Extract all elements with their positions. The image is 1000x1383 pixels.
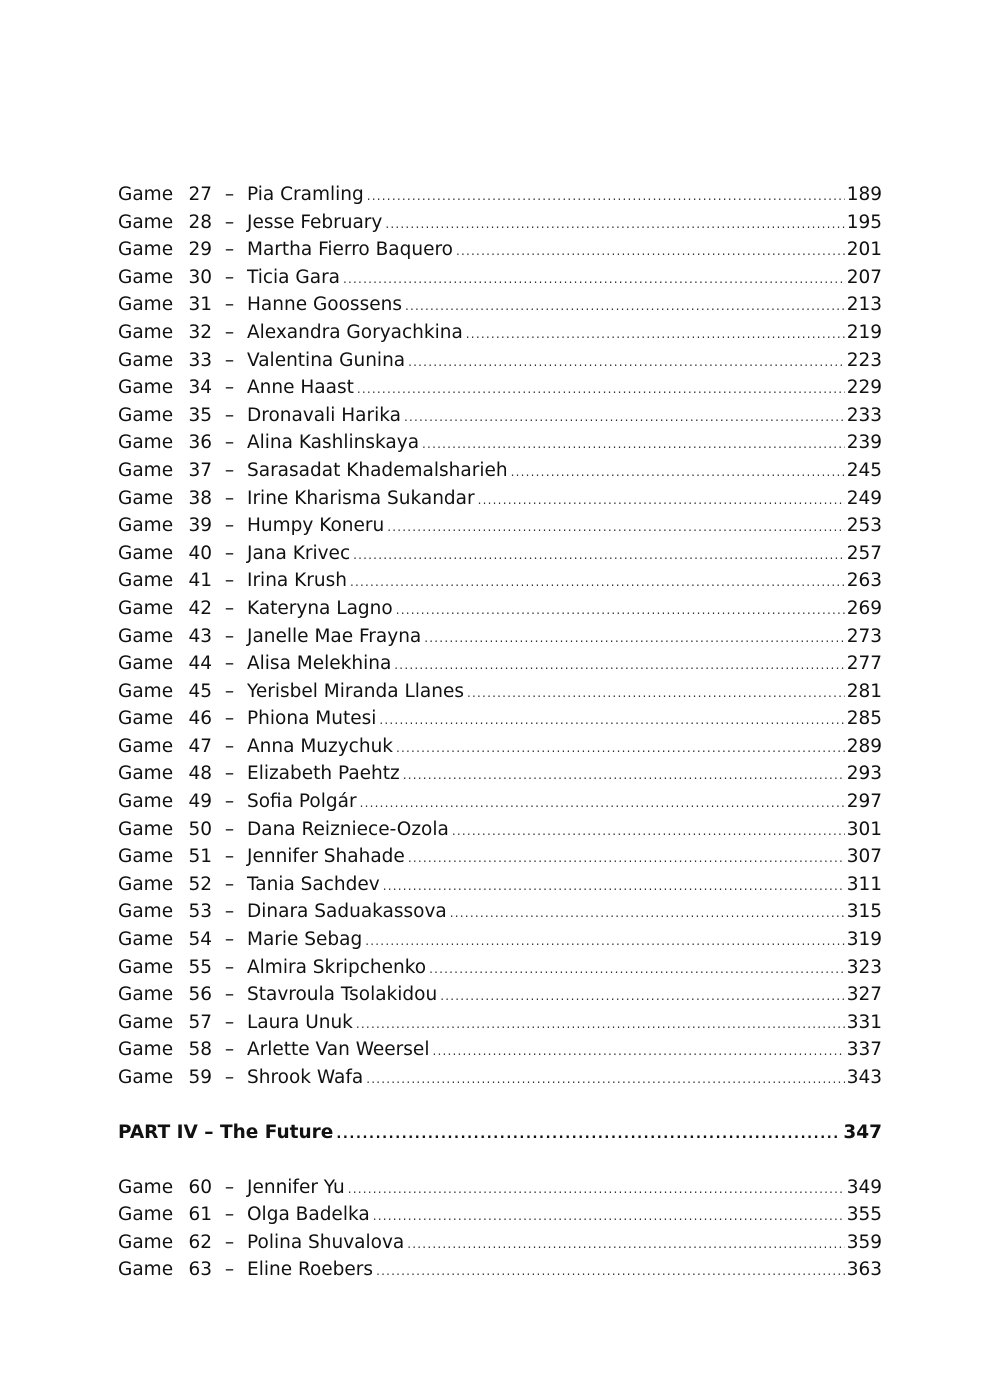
player-name: Alexandra Goryachkina [247,321,463,343]
toc-entry[interactable] [118,843,882,871]
player-name: Dronavali Harika [247,404,401,426]
dot-leader [408,845,845,873]
toc-entry[interactable] [118,291,882,319]
game-number: 33 [188,349,212,371]
page-number: 213 [846,294,882,316]
game-label: Game [118,377,174,399]
page-number: 219 [846,321,882,343]
page-number: 201 [846,239,882,261]
page-number: 229 [846,377,882,399]
dot-leader [478,487,845,515]
entry-dash: – [224,708,235,730]
entry-dash: – [224,1039,235,1061]
entry-dash: – [224,680,235,702]
player-name: Jesse February [247,211,383,233]
player-name: Ticia Gara [247,266,341,288]
page-number: 349 [846,1176,882,1198]
page-number: 359 [846,1231,882,1253]
entry-dash: – [224,239,235,261]
player-name: Hanne Goossens [247,294,402,316]
dot-leader [379,707,844,735]
page-number: 323 [846,956,882,978]
toc-entry[interactable] [118,898,882,926]
entry-dash: – [224,184,235,205]
toc-entry[interactable] [118,981,882,1009]
entry-dash: – [224,625,235,647]
toc-entry[interactable] [118,512,882,540]
part-page-number: 347 [843,1121,882,1143]
game-number: 61 [188,1204,212,1226]
player-name: Elizabeth Paehtz [247,763,400,785]
page-number: 327 [846,984,882,1006]
dot-leader [456,238,845,266]
toc-entry[interactable] [118,1201,882,1229]
dot-leader [353,542,845,570]
toc-entry[interactable] [118,1036,882,1064]
page-number: 307 [846,846,882,868]
game-number: 60 [188,1176,212,1198]
game-number: 50 [188,818,212,840]
player-name: Dinara Saduakassova [247,901,447,923]
player-name: Phiona Mutesi [247,708,377,730]
entry-dash: – [224,791,235,813]
game-label: Game [118,266,174,288]
game-list-part-3 [118,181,882,1092]
toc-entry[interactable] [118,1229,882,1257]
player-name: Martha Fierro Baquero [247,239,453,261]
game-label: Game [118,818,174,840]
game-number: 37 [188,459,212,481]
page-number: 223 [846,349,882,371]
player-name: Humpy Koneru [247,515,385,537]
page-number: 297 [846,791,882,813]
game-label: Game [118,1039,174,1061]
player-name: Almira Skripchenko [247,956,427,978]
dot-leader [450,900,845,928]
game-label: Game [118,349,174,371]
game-label: Game [118,901,174,923]
game-number: 36 [188,432,212,454]
toc-entry[interactable] [118,264,882,292]
game-label: Game [118,432,174,454]
entry-dash: – [224,294,235,316]
game-label: Game [118,542,174,564]
toc-entry[interactable] [118,457,882,485]
toc-entry[interactable] [118,1256,882,1284]
page-number: 337 [846,1039,882,1061]
game-label: Game [118,321,174,343]
page-number: 195 [846,211,882,233]
game-list-part-4 [118,1174,882,1284]
player-name: Anna Muzychuk [247,735,394,757]
game-label: Game [118,846,174,868]
player-name: Polina Shuvalova [247,1231,405,1253]
dot-leader [396,597,845,625]
dot-leader [466,321,845,349]
game-number: 27 [188,184,212,205]
entry-dash: – [224,597,235,619]
page-number: 273 [846,625,882,647]
toc-entry[interactable] [118,1174,882,1202]
entry-dash: – [224,1204,235,1226]
dot-leader [405,293,845,321]
game-label: Game [118,680,174,702]
entry-dash: – [224,901,235,923]
toc-entry[interactable] [118,347,882,375]
toc-entry[interactable] [118,319,882,347]
game-label: Game [118,763,174,785]
dot-leader [440,983,844,1011]
game-label: Game [118,184,174,205]
game-label: Game [118,404,174,426]
player-name: Alina Kashlinskaya [247,432,420,454]
entry-dash: – [224,984,235,1006]
toc-entry[interactable] [118,485,882,513]
page-number: 311 [846,873,882,895]
player-name: Shrook Wafa [247,1067,364,1088]
entry-dash: – [224,873,235,895]
toc-entry[interactable] [118,733,882,761]
dot-leader [422,431,845,459]
page-number: 289 [846,735,882,757]
toc-entry[interactable] [118,623,882,651]
page-number: 343 [846,1067,882,1088]
entry-dash: – [224,1231,235,1253]
dot-leader [350,569,845,597]
game-number: 38 [188,487,212,509]
game-number: 51 [188,846,212,868]
dot-leader [365,928,844,956]
game-label: Game [118,1176,174,1198]
game-label: Game [118,708,174,730]
dot-leader [511,459,845,487]
game-number: 42 [188,597,212,619]
toc-entry[interactable] [118,181,882,209]
toc-entry[interactable] [118,1009,882,1037]
page-number: 239 [846,432,882,454]
toc-entry[interactable] [118,678,882,706]
player-name: Sarasadat Khademalsharieh [247,459,508,481]
toc-entry[interactable] [118,567,882,595]
page-number: 319 [846,929,882,951]
game-number: 44 [188,653,212,675]
toc-entry[interactable] [118,402,882,430]
player-name: Irina Krush [247,570,347,592]
dot-leader [366,1066,844,1094]
entry-dash: – [224,487,235,509]
toc-entry[interactable] [118,816,882,844]
toc-entry[interactable] [118,374,882,402]
entry-dash: – [224,956,235,978]
player-name: Olga Badelka [247,1204,370,1226]
game-number: 56 [188,984,212,1006]
entry-dash: – [224,1259,235,1281]
page-number: 281 [846,680,882,702]
game-number: 32 [188,321,212,343]
player-name: Sofia Polgár [247,791,357,813]
toc-entry[interactable] [118,429,882,457]
game-number: 46 [188,708,212,730]
entry-dash: – [224,349,235,371]
dot-leader [343,266,845,294]
entry-dash: – [224,542,235,564]
game-label: Game [118,653,174,675]
game-number: 45 [188,680,212,702]
page-number: 253 [846,515,882,537]
player-name: Laura Unuk [247,1011,353,1033]
dot-leader [403,762,845,790]
dot-leader [407,1231,844,1259]
player-name: Jennifer Shahade [247,846,405,868]
entry-dash: – [224,377,235,399]
game-number: 53 [188,901,212,923]
toc-entry[interactable] [118,705,882,733]
page-number: 315 [846,901,882,923]
page-number: 249 [846,487,882,509]
page-number: 293 [846,763,882,785]
game-label: Game [118,929,174,951]
game-number: 55 [188,956,212,978]
game-label: Game [118,515,174,537]
toc-entry[interactable] [118,1064,882,1092]
game-number: 28 [188,211,212,233]
game-number: 54 [188,929,212,951]
toc-entry[interactable] [118,954,882,982]
part-heading[interactable] [118,1119,882,1147]
page-number: 233 [846,404,882,426]
entry-dash: – [224,1011,235,1033]
game-label: Game [118,1204,174,1226]
game-number: 30 [188,266,212,288]
entry-dash: – [224,929,235,951]
page-number: 363 [846,1259,882,1281]
dot-leader [467,680,845,708]
game-label: Game [118,211,174,233]
game-number: 43 [188,625,212,647]
game-number: 41 [188,570,212,592]
entry-dash: – [224,846,235,868]
game-number: 40 [188,542,212,564]
page-number: 285 [846,708,882,730]
dot-leader [452,818,845,846]
toc-entry[interactable] [118,926,882,954]
dot-leader [387,514,844,542]
game-label: Game [118,791,174,813]
dot-leader [357,376,845,404]
page-number: 355 [846,1204,882,1226]
player-name: Janelle Mae Frayna [247,625,422,647]
game-number: 35 [188,404,212,426]
dot-leader [404,404,845,432]
player-name: Stavroula Tsolakidou [247,984,438,1006]
page-number: 301 [846,818,882,840]
game-label: Game [118,1231,174,1253]
entry-dash: – [224,404,235,426]
dot-leader [356,1011,845,1039]
entry-dash: – [224,763,235,785]
toc-entry[interactable] [118,209,882,237]
entry-dash: – [224,432,235,454]
toc-entry[interactable] [118,788,882,816]
game-label: Game [118,984,174,1006]
entry-dash: – [224,459,235,481]
game-label: Game [118,239,174,261]
page-number: 245 [846,459,882,481]
toc-entry[interactable] [118,871,882,899]
game-number: 49 [188,791,212,813]
player-name: Yerisbel Miranda Llanes [247,680,465,702]
toc-entry[interactable] [118,650,882,678]
player-name: Eline Roebers [247,1259,374,1281]
game-label: Game [118,1067,174,1088]
player-name: Arlette Van Weersel [247,1039,430,1061]
toc-entry[interactable] [118,595,882,623]
entry-dash: – [224,653,235,675]
game-number: 34 [188,377,212,399]
game-label: Game [118,625,174,647]
entry-dash: – [224,1176,235,1198]
game-label: Game [118,873,174,895]
entry-dash: – [224,818,235,840]
entry-dash: – [224,266,235,288]
entry-dash: – [224,515,235,537]
dot-leader [360,790,845,818]
player-name: Pia Cramling [247,184,364,205]
game-number: 29 [188,239,212,261]
game-number: 47 [188,735,212,757]
table-of-contents [118,181,882,1284]
game-label: Game [118,570,174,592]
player-name: Valentina Gunina [247,349,406,371]
game-label: Game [118,487,174,509]
game-label: Game [118,294,174,316]
player-name: Jennifer Yu [247,1176,345,1198]
game-number: 52 [188,873,212,895]
entry-dash: – [224,1067,235,1088]
dot-leader [336,1121,841,1149]
game-number: 59 [188,1067,212,1088]
player-name: Alisa Melekhina [247,653,392,675]
dot-leader [367,183,845,211]
dot-leader [432,1038,844,1066]
game-number: 48 [188,763,212,785]
page-number: 269 [846,597,882,619]
player-name: Anne Haast [247,377,354,399]
dot-leader [408,349,845,377]
player-name: Irine Kharisma Sukandar [247,487,475,509]
game-number: 31 [188,294,212,316]
player-name: Tania Sachdev [247,873,380,895]
game-label: Game [118,1259,174,1281]
dot-leader [394,652,844,680]
game-number: 57 [188,1011,212,1033]
page-number: 189 [846,184,882,205]
entry-dash: – [224,735,235,757]
page-number: 277 [846,653,882,675]
game-label: Game [118,735,174,757]
game-number: 58 [188,1039,212,1061]
entry-dash: – [224,211,235,233]
dot-leader [385,211,844,239]
game-label: Game [118,459,174,481]
dot-leader [348,1176,845,1204]
player-name: Kateryna Lagno [247,597,393,619]
dot-leader [424,625,844,653]
entry-dash: – [224,570,235,592]
game-label: Game [118,1011,174,1033]
dot-leader [383,873,845,901]
player-name: Jana Krivec [247,542,351,564]
dot-leader [429,956,845,984]
game-number: 62 [188,1231,212,1253]
game-label: Game [118,597,174,619]
game-number: 39 [188,515,212,537]
part-title: PART IV – The Future [118,1121,334,1143]
page-number: 207 [846,266,882,288]
page-number: 331 [846,1011,882,1033]
entry-dash: – [224,321,235,343]
dot-leader [373,1203,845,1231]
game-number: 63 [188,1259,212,1281]
toc-entry[interactable] [118,236,882,264]
toc-entry[interactable] [118,540,882,568]
page-number: 257 [846,542,882,564]
game-label: Game [118,956,174,978]
dot-leader [396,735,845,763]
dot-leader [376,1258,845,1286]
page-number: 263 [846,570,882,592]
player-name: Marie Sebag [247,929,363,951]
toc-entry[interactable] [118,760,882,788]
player-name: Dana Reizniece-Ozola [247,818,449,840]
